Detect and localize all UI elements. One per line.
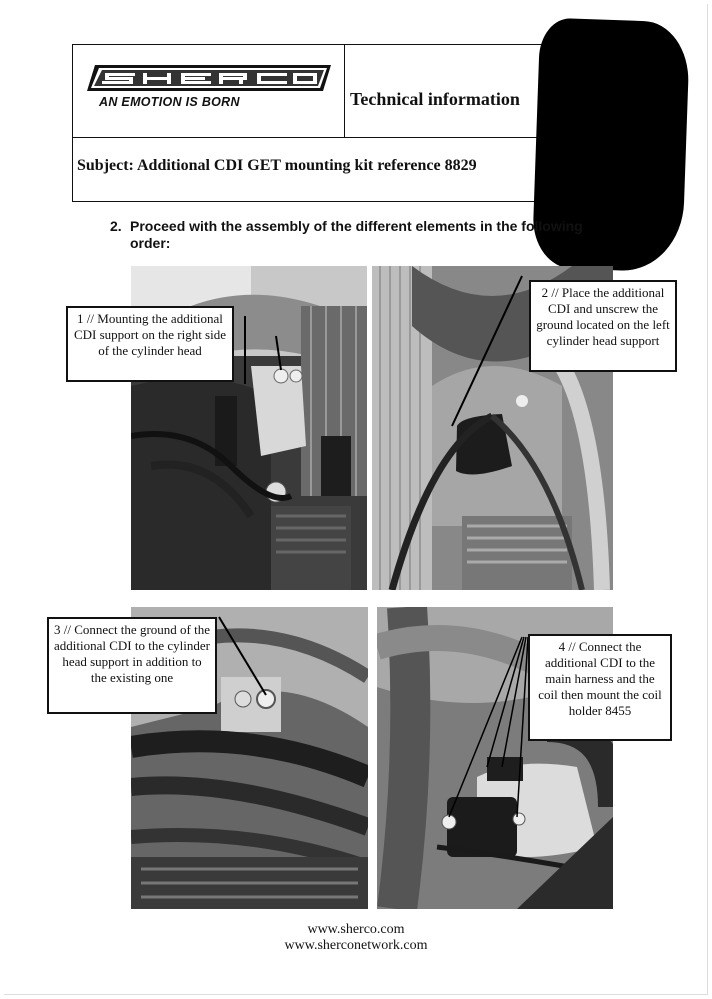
logo-tagline: AN EMOTION IS BORN (99, 95, 240, 109)
callout-step-1: 1 // Mounting the additional CDI support on the right side of the cylinder head (66, 306, 234, 382)
subject-line: Subject: Additional CDI GET mounting kit reference 8829 (77, 157, 477, 174)
callout-step-3: 3 // Connect the ground of the additional CDI to the cylinder head support in addition to the existing one (47, 617, 217, 714)
doc-type-title: Technical information (350, 89, 520, 109)
footer-link-sherco[interactable]: www.sherco.com (307, 922, 405, 937)
footer-link-sherconetwork[interactable]: www.sherconetwork.com (284, 938, 428, 953)
callout-step-4: 4 // Connect the additional CDI to the main harness and the coil then mount the coil holder 8455 (528, 634, 672, 741)
step-text: Proceed with the assembly of the different elements in the following order: (130, 218, 583, 251)
sherco-logo (85, 63, 335, 93)
step-number: 2. (110, 218, 122, 234)
doc-type-cell (345, 45, 545, 137)
callout-step-2: 2 // Place the additional CDI and unscrew the ground located on the left cylinder head support (529, 280, 677, 372)
logo-cell (73, 45, 345, 137)
